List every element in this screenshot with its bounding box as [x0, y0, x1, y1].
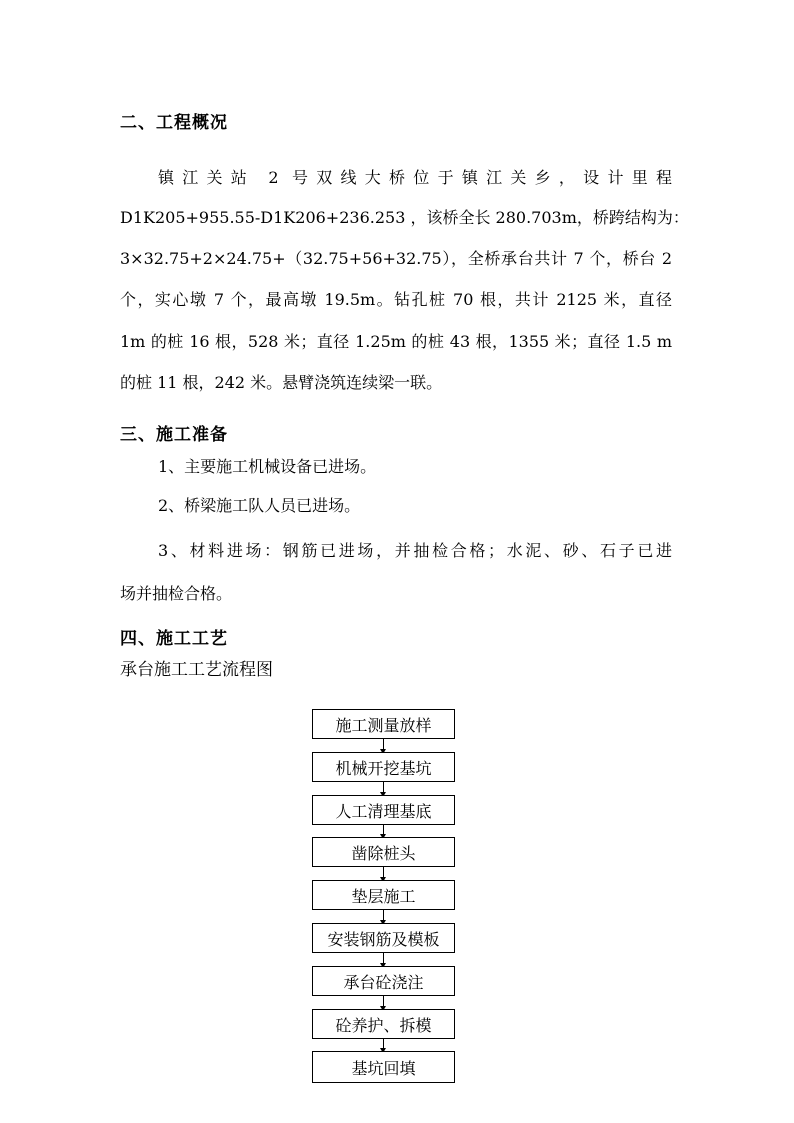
flow-step-label: 承台砼浇注 [343, 972, 424, 992]
flow-arrow [383, 739, 384, 753]
flow-step-label: 施工测量放样 [335, 715, 432, 735]
flow-step [312, 752, 455, 782]
flow-arrow [383, 953, 384, 967]
flow-arrow [383, 910, 384, 924]
preparation-item: 2、桥梁施工队人员已进场。 [158, 496, 361, 515]
flow-step [312, 795, 455, 825]
flow-step [312, 1051, 455, 1083]
flow-step [312, 709, 455, 739]
overview-paragraph-line: D1K205+955.55-D1K206+236.253 ，该桥全长 280.703m，桥跨结构为： [120, 208, 689, 227]
flow-step-label: 垫层施工 [351, 886, 416, 906]
overview-paragraph-line: 镇江关站 2 号双线大桥位于镇江关乡，设计里程 [158, 168, 672, 187]
flow-step-label: 机械开挖基坑 [335, 758, 432, 778]
flow-step [312, 880, 455, 910]
preparation-item-continuation: 场并抽检合格。 [120, 584, 233, 603]
flow-step-label: 基坑回填 [351, 1058, 416, 1078]
section-heading-overview: 二、工程概况 [120, 113, 228, 133]
flow-step [312, 1009, 455, 1039]
flow-step [312, 966, 455, 996]
overview-paragraph-line: 3×32.75+2×24.75+（32.75+56+32.75），全桥承台共计 7 个，桥台 2 [120, 249, 672, 268]
flowchart-title: 承台施工工艺流程图 [120, 660, 273, 680]
flow-step-label: 砼养护、拆模 [335, 1015, 432, 1035]
flow-arrow [383, 782, 384, 796]
preparation-item: 1、主要施工机械设备已进场。 [158, 457, 377, 476]
overview-paragraph-line: 的桩 11 根，242 米。悬臂浇筑连续梁一联。 [120, 373, 443, 392]
section-heading-process: 四、施工工艺 [120, 629, 228, 649]
flow-step-label: 凿除桩头 [351, 843, 416, 863]
flow-step [312, 923, 455, 953]
flow-arrow [383, 996, 384, 1010]
section-heading-preparation: 三、施工准备 [120, 425, 228, 445]
overview-paragraph-line: 1m 的桩 16 根，528 米；直径 1.25m 的桩 43 根，1355 米；直径 1.5 m [120, 332, 672, 351]
flow-step [312, 837, 455, 867]
flow-step-label: 人工清理基底 [335, 801, 432, 821]
overview-paragraph-line: 个，实心墩 7 个，最高墩 19.5m。钻孔桩 70 根，共计 2125 米，直径 [120, 290, 672, 309]
flow-step-label: 安装钢筋及模板 [327, 929, 440, 949]
preparation-item: 3、材料进场：钢筋已进场，并抽检合格；水泥、砂、石子已进 [158, 541, 672, 560]
flow-arrow [383, 867, 384, 881]
